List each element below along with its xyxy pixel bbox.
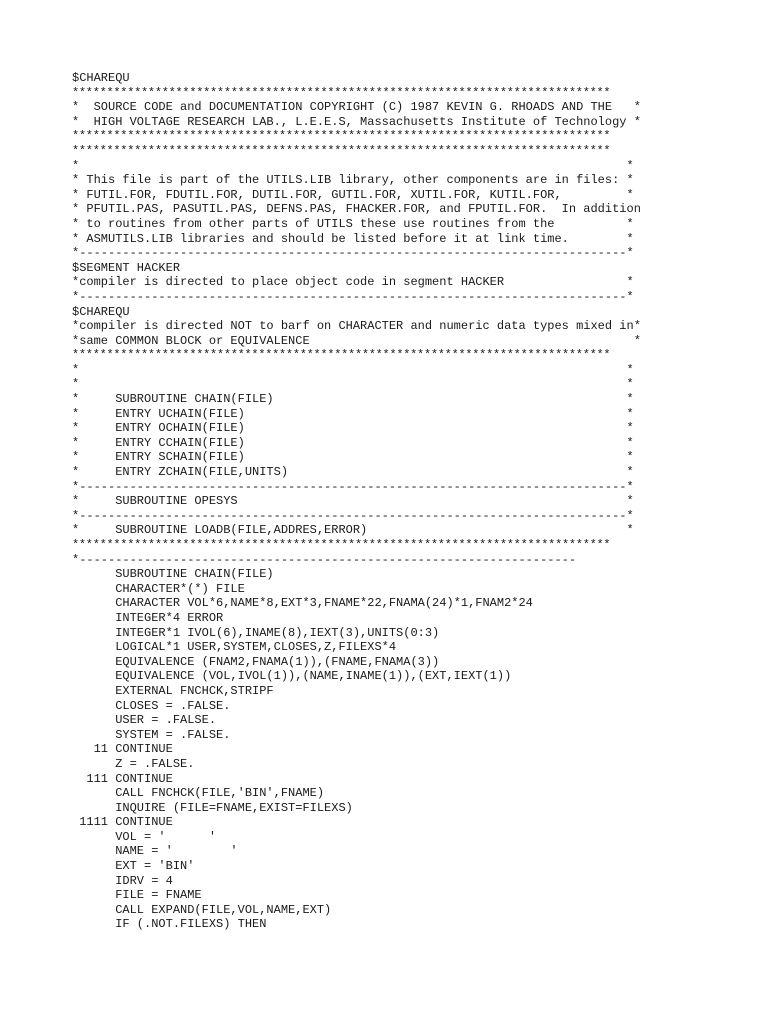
code-line: INTEGER*1 IVOL(6),INAME(8),IEXT(3),UNITS(0:3) <box>72 625 440 640</box>
code-line: SYSTEM = .FALSE. <box>72 727 231 742</box>
code-line: * SUBROUTINE LOADB(FILE,ADDRES,ERROR) * <box>72 523 634 538</box>
code-line: * SOURCE CODE and DOCUMENTATION COPYRIGHT (C) 1987 KEVIN G. RHOADS AND THE * <box>72 100 641 115</box>
code-line: CALL FNCHCK(FILE,'BIN',FNAME) <box>72 786 325 801</box>
code-line: *compiler is directed to place object code in segment HACKER * <box>72 275 634 290</box>
code-line: CALL EXPAND(FILE,VOL,NAME,EXT) <box>72 902 332 917</box>
code-line: *same COMMON BLOCK or EQUIVALENCE * <box>72 333 641 348</box>
code-line: EQUIVALENCE (VOL,IVOL(1)),(NAME,INAME(1)),(EXT,IEXT(1)) <box>72 669 512 684</box>
code-line: EXT = 'BIN' <box>72 859 195 874</box>
code-line: 1111 CONTINUE <box>72 815 173 830</box>
code-line: *--------------------------------------------------------------------- <box>72 552 577 567</box>
code-line: *----------------------------------------------------------------------------* <box>72 246 634 261</box>
code-line: * HIGH VOLTAGE RESEARCH LAB., L.E.E.S, Massachusetts Institute of Technology * <box>72 114 641 129</box>
code-line: IDRV = 4 <box>72 873 173 888</box>
source-code-listing <box>72 71 672 932</box>
code-line: 11 CONTINUE <box>72 742 173 757</box>
code-line: ****************************************************************************** <box>72 85 611 100</box>
code-line: INTEGER*4 ERROR <box>72 610 224 625</box>
code-line: *----------------------------------------------------------------------------* <box>72 479 634 494</box>
code-line: * to routines from other parts of UTILS these use routines from the * <box>72 216 634 231</box>
code-line: FILE = FNAME <box>72 888 202 903</box>
code-line: USER = .FALSE. <box>72 713 217 728</box>
code-line: CLOSES = .FALSE. <box>72 698 231 713</box>
code-line: INQUIRE (FILE=FNAME,EXIST=FILEXS) <box>72 800 353 815</box>
code-line: IF (.NOT.FILEXS) THEN <box>72 917 267 932</box>
code-line: NAME = ' ' <box>72 844 238 859</box>
code-line: *compiler is directed NOT to barf on CHARACTER and numeric data types mixed in* <box>72 319 641 334</box>
code-line: * * <box>72 377 634 392</box>
code-line: * ASMUTILS.LIB libraries and should be listed before it at link time. * <box>72 231 634 246</box>
code-line: * ENTRY UCHAIN(FILE) * <box>72 406 634 421</box>
code-line: SUBROUTINE CHAIN(FILE) <box>72 567 274 582</box>
code-line: ****************************************************************************** <box>72 143 611 158</box>
code-line: ****************************************************************************** <box>72 538 611 552</box>
code-line: * SUBROUTINE CHAIN(FILE) * <box>72 392 634 407</box>
code-line: * ENTRY ZCHAIN(FILE,UNITS) * <box>72 465 634 480</box>
code-line: *----------------------------------------------------------------------------* <box>72 289 634 304</box>
code-line: CHARACTER*(*) FILE <box>72 581 245 596</box>
code-line: * ENTRY OCHAIN(FILE) * <box>72 421 634 436</box>
code-line: VOL = ' ' <box>72 829 217 844</box>
code-line: ****************************************************************************** <box>72 348 611 363</box>
code-line: 111 CONTINUE <box>72 771 173 786</box>
code-line: * ENTRY CCHAIN(FILE) * <box>72 435 634 450</box>
code-line: * SUBROUTINE OPESYS * <box>72 494 634 509</box>
code-line: LOGICAL*1 USER,SYSTEM,CLOSES,Z,FILEXS*4 <box>72 640 397 655</box>
code-line: $CHAREQU <box>72 71 130 85</box>
code-line: $CHAREQU <box>72 304 130 319</box>
code-line: * * <box>72 362 634 377</box>
code-line: EQUIVALENCE (FNAM2,FNAMA(1)),(FNAME,FNAMA(3)) <box>72 654 440 669</box>
code-line: Z = .FALSE. <box>72 756 195 771</box>
code-line: * ENTRY SCHAIN(FILE) * <box>72 450 634 465</box>
code-line: $SEGMENT HACKER <box>72 260 181 275</box>
code-line: * FUTIL.FOR, FDUTIL.FOR, DUTIL.FOR, GUTIL.FOR, XUTIL.FOR, KUTIL.FOR, * <box>72 187 634 202</box>
code-line: ****************************************************************************** <box>72 129 611 144</box>
code-line: * * <box>72 158 634 173</box>
code-line: *----------------------------------------------------------------------------* <box>72 508 634 523</box>
code-line: CHARACTER VOL*6,NAME*8,EXT*3,FNAME*22,FNAMA(24)*1,FNAM2*24 <box>72 596 533 611</box>
code-line: EXTERNAL FNCHCK,STRIPF <box>72 683 274 698</box>
code-line: * PFUTIL.PAS, PASUTIL.PAS, DEFNS.PAS, FHACKER.FOR, and FPUTIL.FOR. In addition <box>72 202 641 217</box>
code-line: * This file is part of the UTILS.LIB library, other components are in files: * <box>72 173 634 188</box>
